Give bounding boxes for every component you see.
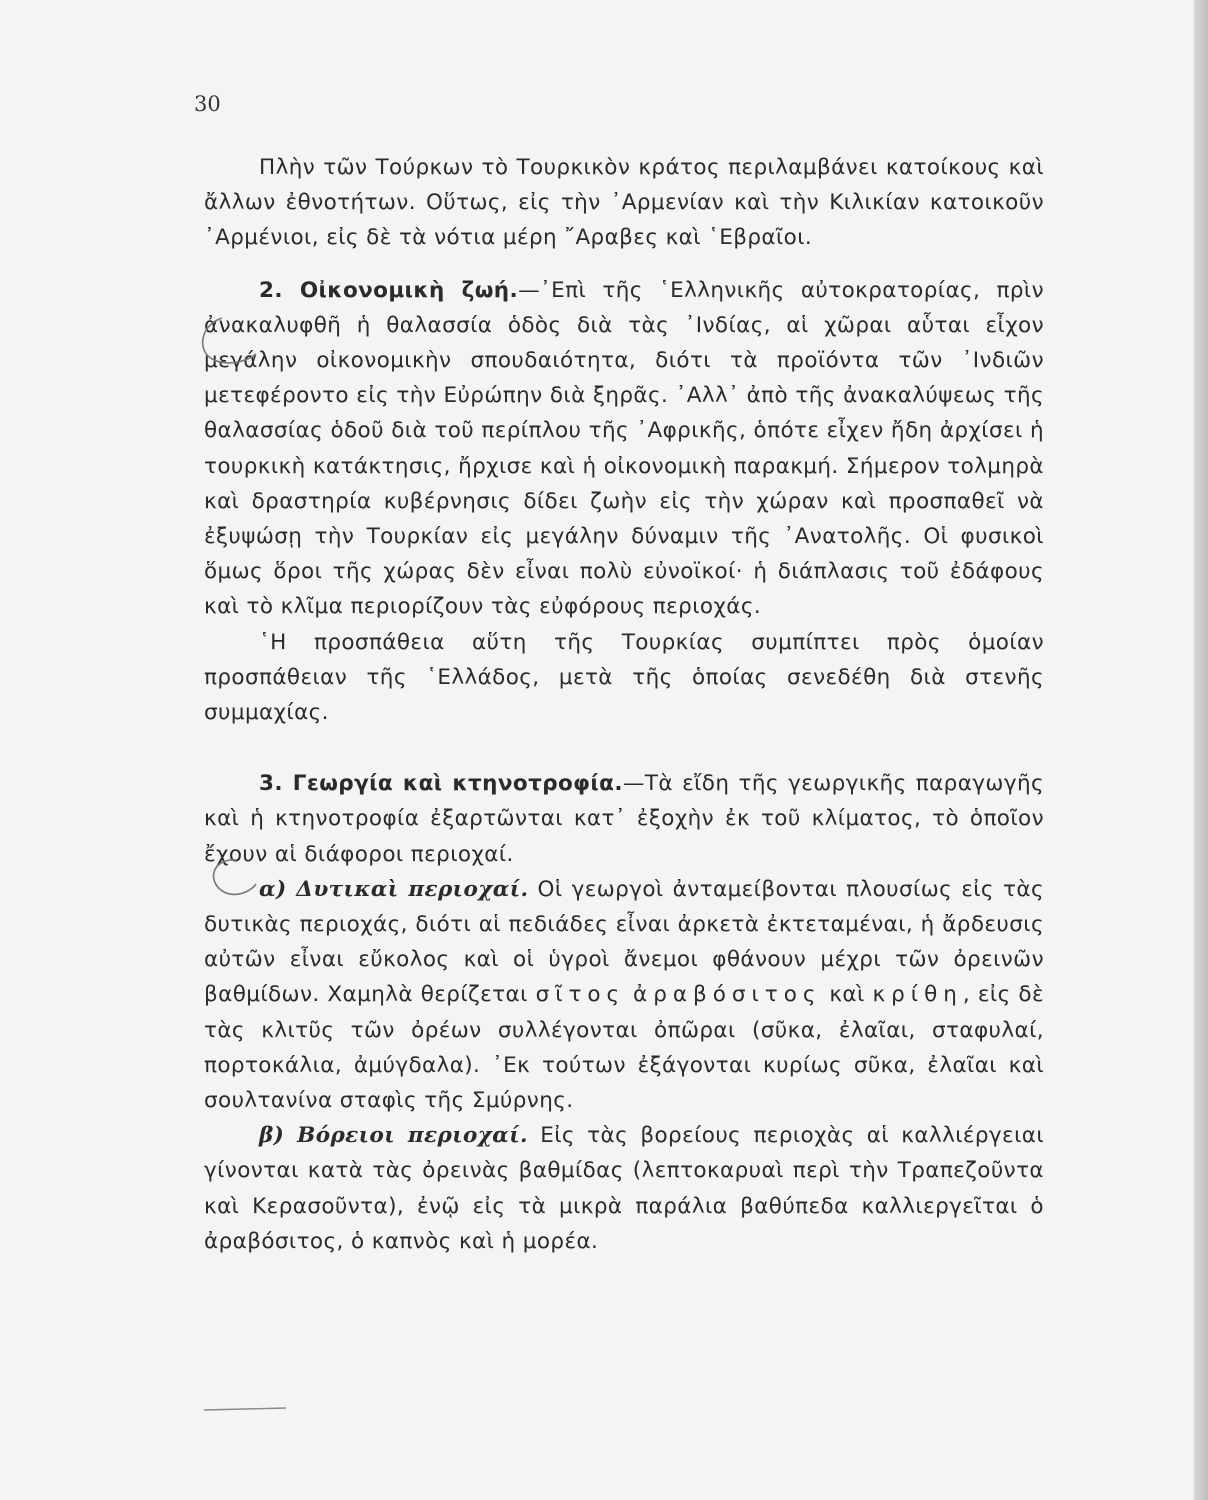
west-sep-1 bbox=[625, 982, 633, 1007]
agriculture-body: —Τὰ εἴδη τῆς γεωργικῆς παραγωγῆς καὶ ἡ κτηνοτροφία ἐξαρτῶνται κατ᾿ ἐξοχὴν ἐκ τοῦ κλίματος, τὸ ὁποῖον ἔχουν αἱ διάφοροι περιοχαί. bbox=[204, 771, 1044, 867]
west-krithi: κρίθη bbox=[872, 982, 963, 1008]
west-sep-2: καὶ bbox=[821, 982, 873, 1008]
section-heading-agriculture: 3. Γεωργία καὶ κτηνοτροφία. bbox=[259, 771, 623, 797]
economic-body: —᾿Επὶ τῆς ῾Ελληνικῆς αὐτοκρατορίας, πρὶν ἀνακαλυφθῆ ἡ θαλασσία ὁδὸς διὰ τὰς ᾿Ινδίας, αἱ χῶραι αὗται εἶχον μεγάλην οἰκονομικὴν σπουδαιότητα, διότι τὰ προϊόντα τῶν ᾿Ινδιῶν μετεφέροντο εἰς τὴν Εὐρώπην διὰ ξηρᾶς. ᾿Αλλ᾿ ἀπὸ τῆς ἀνακαλύψεως τῆς θαλασσίας ὁδοῦ διὰ τοῦ περίπλου τῆς ᾿Αφρικῆς, ὁπότε εἶχεν ἤδη ἀρχίσει ἡ τουρκικὴ κατάκτησις, ἤρχισε καὶ ἡ οἰκονομικὴ παρακμή. Σήμερον τολμηρὰ καὶ δραστηρία κυβέρνησις δίδει ζωὴν εἰς τὴν χώραν καὶ προσπαθεῖ νὰ ἐξυψώσῃ τὴν Τουρκίαν εἰς μεγάλην δύναμιν τῆς ᾿Ανατολῆς. Οἱ φυσικοὶ ὅμως ὅροι τῆς χώρας δὲν εἶναι πολὺ εὐνοϊκοί· ἡ διάπλασις τοῦ ἐδάφους καὶ τὸ κλῖμα περιορίζουν τὰς εὐφόρους περιοχάς. bbox=[204, 277, 1044, 620]
paragraph-north bbox=[204, 1118, 1044, 1259]
paragraph-alliance: ῾Η προσπάθεια αὕτη τῆς Τουρκίας συμπίπτει πρὸς ὁμοίαν προσπάθειαν τῆς ῾Ελλάδος, μετὰ τῆς ὁποίας σενεδέθη διὰ στενῆς συμμαχίας. bbox=[204, 629, 1044, 726]
paragraph-agriculture bbox=[204, 766, 1044, 872]
pencil-underline bbox=[204, 1408, 286, 1410]
paragraph-intro: Πλὴν τῶν Τούρκων τὸ Τουρκικὸν κράτος περιλαμβάνει κατοίκους καὶ ἄλλων ἐθνοτήτων. Οὕτως, εἰς τὴν ᾿Αρμενίαν καὶ τὴν Κιλικίαν κατοικοῦν ᾿Αρμένιοι, εἰς δὲ τὰ νότια μέρη ῎Αραβες καὶ ῾Εβραῖοι. bbox=[204, 155, 1044, 251]
section-heading-economic: 2. Οἰκονομικὴ ζωή. bbox=[259, 277, 519, 303]
subheading-north: β) Βόρειοι περιοχαί. bbox=[259, 1123, 528, 1149]
west-text-1: Οἱ γεωργοὶ ἀνταμείβονται πλουσίως εἰς τὰς δυτικὰς περιοχάς, διότι αἱ πεδιάδες εἶναι ἀρκετὰ ἐκτεταμέναι, ἡ ἄρδευσις αὐτῶν εἶναι εὔκολος καὶ οἱ ὑγροὶ ἄνεμοι φθάνουν μέχρι τῶν ὀρεινῶν βαθμίδων. Χαμηλὰ θερίζεται bbox=[204, 876, 1044, 1008]
paragraph-economic bbox=[204, 273, 1044, 625]
north-body: Εἰς τὰς βορείους περιοχὰς αἱ καλλιέργειαι γίνονται κατὰ τὰς ὀρεινὰς βαθμίδας (λεπτοκαρυαὶ περὶ τὴν Τραπεζοῦντα καὶ Κερασοῦντα), ἐνῷ εἰς τὰ μικρὰ παράλια βαθύπεδα καλλιεργεῖται ὁ ἀραβόσιτος, ὁ καπνὸς καὶ ἡ μορέα. bbox=[204, 1123, 1045, 1254]
subheading-west: α) Δυτικαὶ περιοχαί. bbox=[259, 876, 529, 902]
west-text-2: , εἰς δὲ τὰς κλιτῦς τῶν ὀρέων συλλέγονται ὀπῶραι (σῦκα, ἐλαῖαι, σταφυλαί, πορτοκάλια, ἀμύγδαλα). ᾿Εκ τούτων ἐξάγονται κυρίως σῦκα, ἐλαῖαι καὶ σουλτανίνα σταφὶς τῆς Σμύρνης. bbox=[204, 982, 1044, 1114]
west-sitos: σῖτος bbox=[535, 982, 626, 1008]
paragraph-west bbox=[204, 872, 1044, 1118]
west-aravositos: ἀραβόσιτος bbox=[633, 982, 822, 1008]
page-number: 30 bbox=[194, 92, 221, 116]
body-text bbox=[204, 150, 1044, 1259]
page-edge-shadow bbox=[1194, 0, 1208, 1500]
